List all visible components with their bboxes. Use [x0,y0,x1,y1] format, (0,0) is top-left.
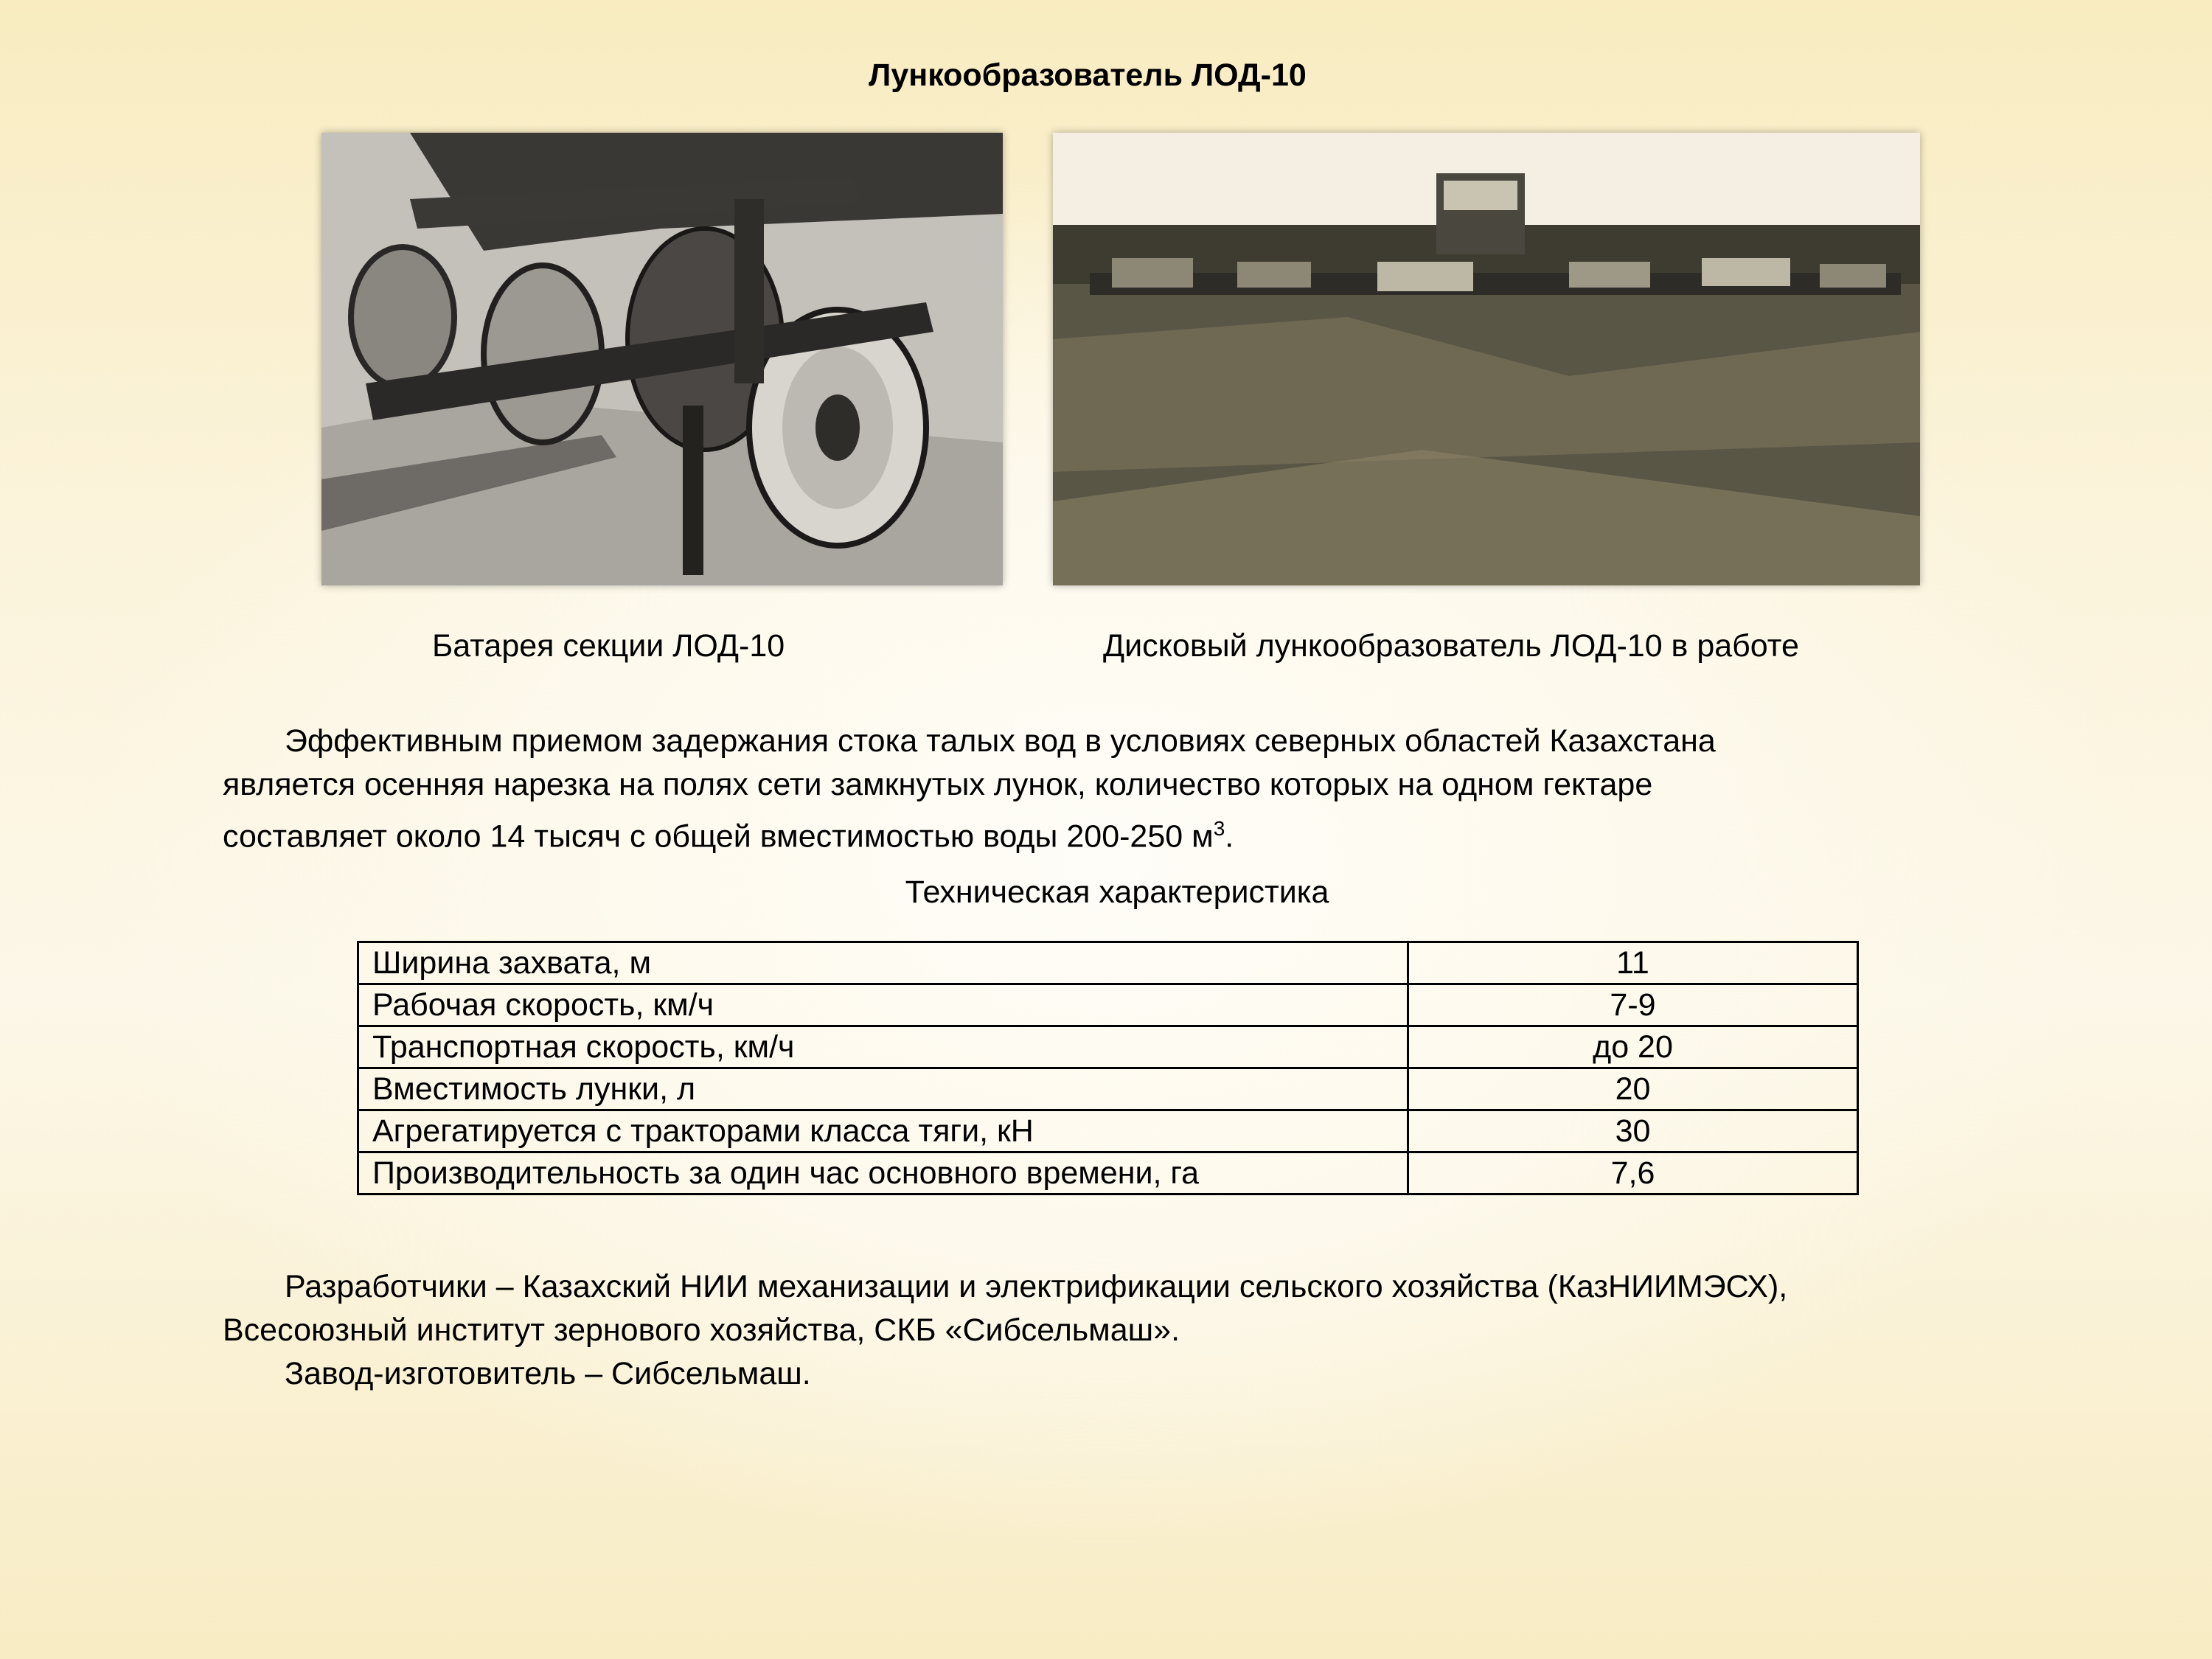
photo-caption-battery: Батарея секции ЛОД-10 [432,628,785,664]
intro-line-period: . [1225,818,1234,855]
spec-value: 11 [1408,942,1858,984]
spec-label: Вместимость лунки, л [358,1068,1408,1110]
spec-label: Производительность за один час основного времени, га [358,1152,1408,1194]
spec-label: Рабочая скорость, км/ч [358,984,1408,1026]
spec-table-title: Техническая характеристика [905,874,1329,910]
cubic-superscript: 3 [1213,817,1225,840]
disc-battery-photo [321,133,1003,585]
intro-paragraph [223,720,2066,858]
manufacturer-line: Завод-изготовитель – Сибсельмаш. [285,1356,811,1391]
spec-value: до 20 [1408,1026,1858,1068]
photo-caption-in-field: Дисковый лункообразователь ЛОД-10 в работе [1103,628,1799,664]
spec-value: 7-9 [1408,984,1858,1026]
table-row [358,984,1858,1026]
spec-label: Агрегатируется с тракторами класса тяги, кН [358,1110,1408,1152]
developers-line: Всесоюзный институт зернового хозяйства, СКБ «Сибсельмаш». [223,1312,1180,1348]
table-row [358,1152,1858,1194]
developers-line: Разработчики – Казахский НИИ механизации и электрификации сельского хозяйства (КазНИИМЭСХ), [285,1269,1788,1304]
slide-title: Лункообразователь ЛОД-10 [869,58,1307,93]
spec-value: 20 [1408,1068,1858,1110]
spec-value: 30 [1408,1110,1858,1152]
table-row [358,942,1858,984]
spec-label: Транспортная скорость, км/ч [358,1026,1408,1068]
machine-in-field-photo [1053,133,1920,585]
table-row [358,1110,1858,1152]
intro-line: является осенняя нарезка на полях сети замкнутых лунок, количество которых на одном гектаре [223,767,1653,802]
developers-paragraph [223,1265,2066,1396]
intro-line-text: составляет около 14 тысяч с общей вместимостью воды 200-250 м [223,818,1214,855]
intro-line: Эффективным приемом задержания стока талых вод в условиях северных областей Казахстана [285,723,1716,759]
intro-line-last [223,807,2066,858]
spec-table [357,941,1859,1195]
table-row [358,1068,1858,1110]
spec-label: Ширина захвата, м [358,942,1408,984]
spec-value: 7,6 [1408,1152,1858,1194]
table-row [358,1026,1858,1068]
